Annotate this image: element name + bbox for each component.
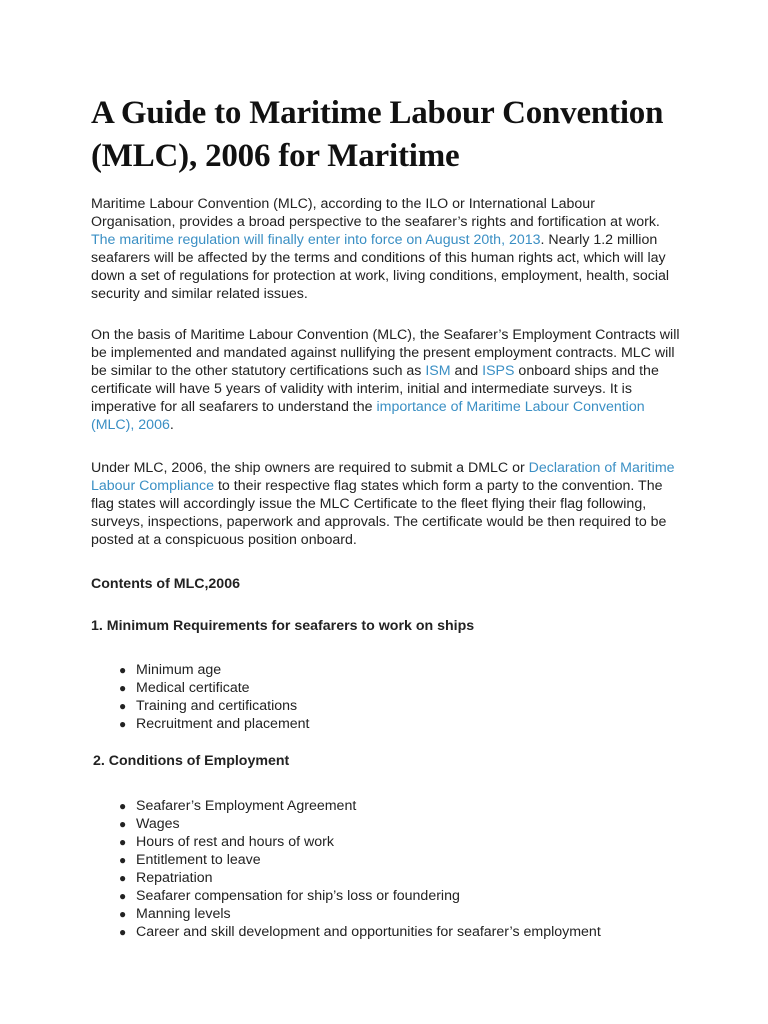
list-item-text: Training and certifications bbox=[136, 698, 298, 714]
list-item bbox=[91, 797, 681, 815]
link-ism[interactable]: ISM bbox=[425, 363, 451, 379]
list-item-text: Wages bbox=[136, 816, 180, 832]
bullet-icon: ● bbox=[119, 717, 127, 731]
bullet-icon: ● bbox=[119, 817, 127, 831]
bullet-icon: ● bbox=[119, 853, 127, 867]
paragraph-text: onboard ships and the certificate will have 5 years of validity with interim, initial and intermediate surveys. It is imperative for all seafarers to understand the bbox=[91, 363, 659, 415]
list-minimum-requirements bbox=[91, 661, 681, 733]
list-item-text: Career and skill development and opportunities for seafarer’s employment bbox=[136, 924, 601, 940]
article bbox=[91, 92, 681, 941]
list-item bbox=[91, 815, 681, 833]
list-item bbox=[91, 887, 681, 905]
paragraph-contracts bbox=[91, 326, 681, 434]
list-item-text: Repatriation bbox=[136, 870, 213, 886]
bullet-icon: ● bbox=[119, 925, 127, 939]
contents-heading: Contents of MLC,2006 bbox=[91, 576, 240, 592]
bullet-icon: ● bbox=[119, 663, 127, 677]
paragraph-text: . bbox=[169, 417, 174, 433]
paragraph-text: Maritime Labour Convention (MLC), according to the ILO or International Labour Organisation, provides a broad perspective to the seafarer’s rights and fortification at work. bbox=[91, 196, 660, 230]
paragraph-text: On the basis of Maritime Labour Convention (MLC), the Seafarer’s Employment Contracts will be implemented and mandated against nullifying the present employment contracts. MLC will be similar to the other statutory certifications such as bbox=[91, 327, 680, 379]
list-item bbox=[91, 833, 681, 851]
list-item bbox=[91, 661, 681, 679]
list-item bbox=[91, 715, 681, 733]
bullet-icon: ● bbox=[119, 799, 127, 813]
list-item bbox=[91, 905, 681, 923]
list-item bbox=[91, 923, 681, 941]
list-conditions-of-employment bbox=[91, 797, 681, 941]
section-heading-conditions-of-employment: 2. Conditions of Employment bbox=[93, 753, 290, 769]
bullet-icon: ● bbox=[119, 835, 127, 849]
paragraph-text: to their respective flag states which form a party to the convention. The flag states will accordingly issue the MLC Certificate to the fleet flying their flag following, surveys, inspections, paperwork and approvals. The certificate would be then required to be posted at a conspicuous position onboard. bbox=[91, 478, 667, 548]
paragraph-intro bbox=[91, 195, 681, 303]
bullet-icon: ● bbox=[119, 871, 127, 885]
section-heading-minimum-requirements: 1. Minimum Requirements for seafarers to work on ships bbox=[91, 618, 475, 634]
link-importance-of-mlc[interactable]: importance of Maritime Labour Convention (MLC), 2006 bbox=[91, 399, 645, 433]
list-item-text: Hours of rest and hours of work bbox=[136, 834, 334, 850]
list-item bbox=[91, 697, 681, 715]
bullet-icon: ● bbox=[119, 907, 127, 921]
list-item-text: Seafarer’s Employment Agreement bbox=[136, 798, 357, 814]
list-item bbox=[91, 851, 681, 869]
list-item bbox=[91, 679, 681, 697]
list-item-text: Medical certificate bbox=[136, 680, 250, 696]
list-item-text: Entitlement to leave bbox=[136, 852, 261, 868]
paragraph-text: Under MLC, 2006, the ship owners are required to submit a DMLC or bbox=[91, 460, 529, 476]
link-isps[interactable]: ISPS bbox=[482, 363, 515, 379]
page-title: A Guide to Maritime Labour Convention (MLC), 2006 for Maritime bbox=[91, 95, 664, 174]
bullet-icon: ● bbox=[119, 699, 127, 713]
paragraph-dmlc bbox=[91, 459, 681, 549]
list-item-text: Minimum age bbox=[136, 662, 222, 678]
link-enter-into-force[interactable]: The maritime regulation will finally enter into force on August 20th, 2013 bbox=[91, 232, 541, 248]
paragraph-text: and bbox=[450, 363, 483, 379]
paragraph-text: . Nearly 1.2 million seafarers will be affected by the terms and conditions of this human rights act, which will lay down a set of regulations for protection at work, living conditions, employment, health, social security and similar related issues. bbox=[91, 232, 670, 302]
list-item-text: Manning levels bbox=[136, 906, 231, 922]
list-item bbox=[91, 869, 681, 887]
list-item-text: Seafarer compensation for ship’s loss or foundering bbox=[136, 888, 460, 904]
bullet-icon: ● bbox=[119, 681, 127, 695]
list-item-text: Recruitment and placement bbox=[136, 716, 310, 732]
bullet-icon: ● bbox=[119, 889, 127, 903]
link-declaration-of-compliance[interactable]: Declaration of Maritime Labour Compliance bbox=[91, 460, 675, 494]
